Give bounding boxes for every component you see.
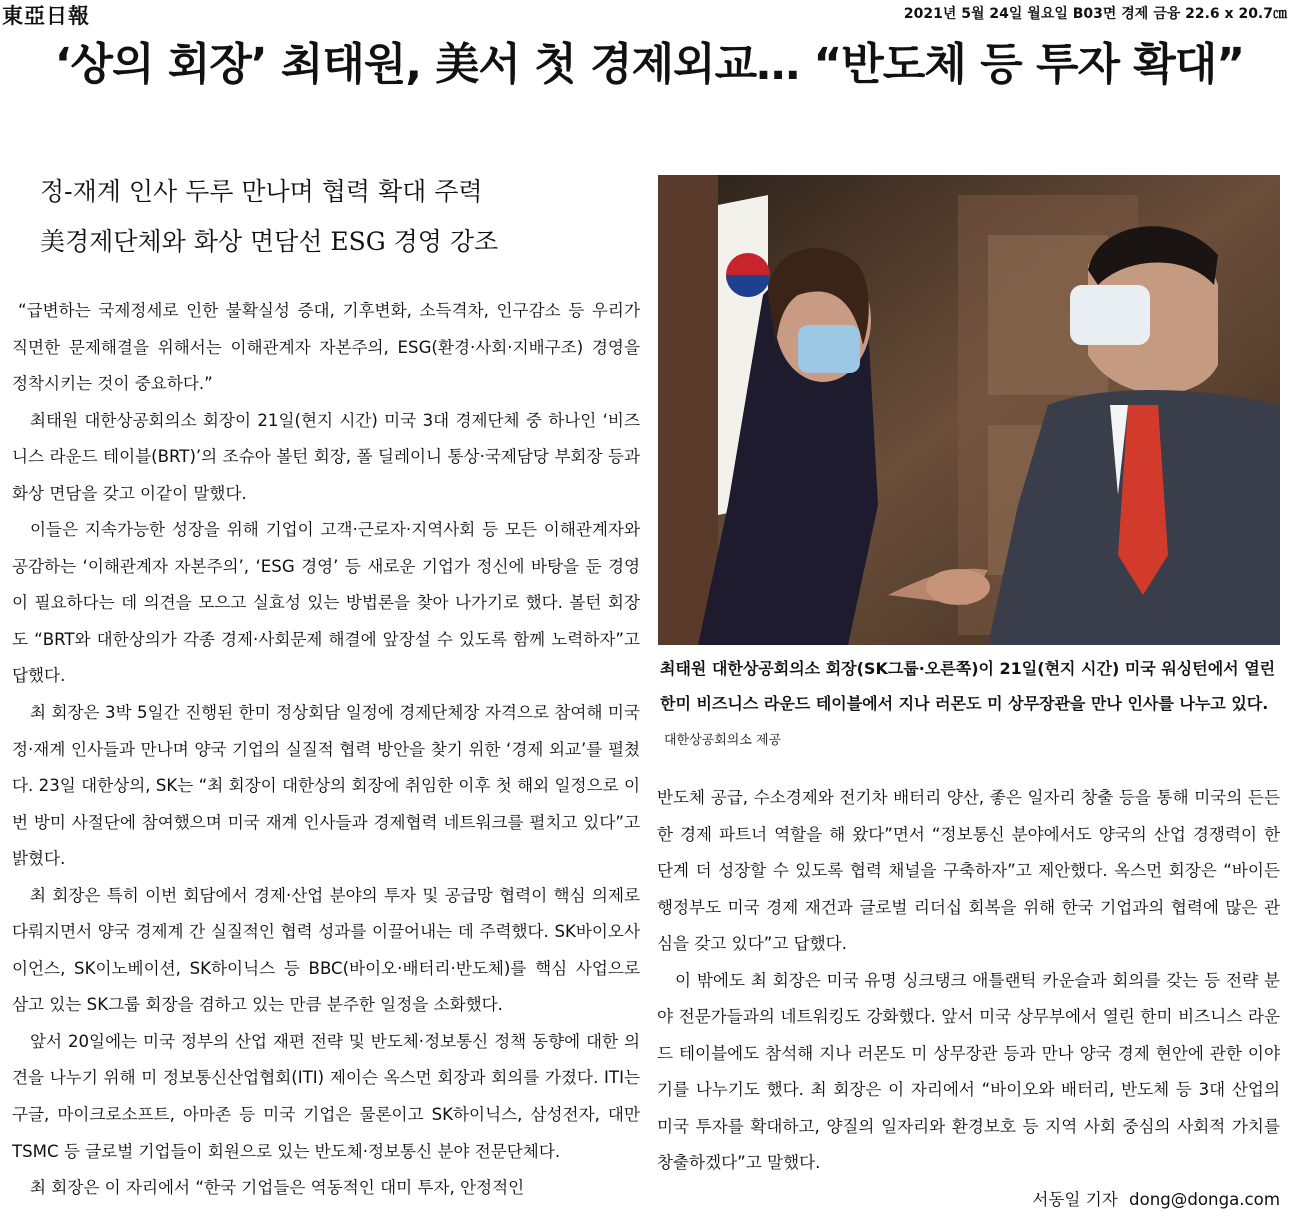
body-paragraph: 이들은 지속가능한 성장을 위해 기업이 고객·근로자·지역사회 등 모든 이해관계자와 공감하는 ‘이해관계자 자본주의’, ‘ESG 경영’ 등 새로운 기업가 정신에 바탕을 둔 경영이 필요하다는 데 의견을 모으고 실효성 있는 방법론을 찾아 나가기로 했다. 볼턴 회장도 “BRT와 대한상의가 각종 경제·사회문제 해결에 앞장설 수 있도록 함께 노력하자”고 답했다. xyxy=(12,520,640,686)
dateline: 2021년 5월 24일 월요일 B03면 경제 금융 22.6 x 20.7㎝ xyxy=(903,6,1287,22)
photo-credit: 대한상공회의소 제공 xyxy=(664,733,782,748)
article-photo xyxy=(658,175,1280,645)
reporter-name: 서동일 기자 xyxy=(1032,1190,1118,1210)
body-paragraph: “급변하는 국제정세로 인한 불확실성 증대, 기후변화, 소득격차, 인구감소 등 우리가 직면한 문제해결을 위해서는 이해관계자 자본주의, ESG(환경·사회·지배구조) 경영을 정착시키는 것이 중요하다.” xyxy=(12,301,640,394)
article-headline: ‘상의 회장’ 최태원, 美서 첫 경제외교… “반도체 등 투자 확대” xyxy=(54,39,1245,90)
byline xyxy=(657,1182,1280,1219)
body-paragraph: 이 밖에도 최 회장은 미국 유명 싱크탱크 애틀랜틱 카운슬과 회의를 갖는 등 전략 분야 전문가들과의 네트워킹도 강화했다. 앞서 미국 상무부에서 열린 한미 비즈니스 라운드 테이블에도 참석해 지나 러몬도 미 상무장관 등과 만나 양국 경제 현안에 관한 이야기를 나누기도 했다. 최 회장은 이 자리에서 “바이오와 배터리, 반도체 등 3대 산업의 미국 투자를 확대하고, 양질의 일자리와 환경보호 등 지역 사회 중심의 사회적 가치를 창출하겠다”고 말했다. xyxy=(657,970,1280,1173)
reporter-email[interactable]: dong@donga.com xyxy=(1129,1190,1280,1210)
photo-caption xyxy=(660,651,1284,758)
body-paragraph: 최 회장은 3박 5일간 진행된 한미 정상회담 일정에 경제단체장 자격으로 참여해 미국 정·재계 인사들과 만나며 양국 기업의 실질적 협력 방안을 찾기 위한 ‘경제 외교’를 펼쳤다. 23일 대한상의, SK는 “최 회장이 대한상의 회장에 취임한 이후 첫 해외 일정으로 이번 방미 사절단에 참여했으며 미국 재계 인사들과 경제협력 네트워크를 펼치고 있다”고 밝혔다. xyxy=(12,703,640,869)
subheadline-2: 美경제단체와 화상 면담선 ESG 경영 강조 xyxy=(40,227,499,256)
body-paragraph: 최태원 대한상공회의소 회장이 21일(현지 시간) 미국 3대 경제단체 중 하나인 ‘비즈니스 라운드 테이블(BRT)’의 조슈아 볼턴 회장, 폴 딜레이니 통상·국제담당 부회장 등과 화상 면담을 갖고 이같이 말했다. xyxy=(12,410,640,503)
body-paragraph: 최 회장은 이 자리에서 “한국 기업들은 역동적인 대미 투자, 안정적인 xyxy=(30,1178,525,1198)
body-paragraph: 최 회장은 특히 이번 회담에서 경제·산업 분야의 투자 및 공급망 협력이 핵심 의제로 다뤄지면서 양국 경제계 간 실질적인 협력 성과를 이끌어내는 데 주력했다. SK바이오사이언스, SK이노베이션, SK하이닉스 등 BBC(바이오·배터리·반도체)를 핵심 사업으로 삼고 있는 SK그룹 회장을 겸하고 있는 만큼 분주한 일정을 소화했다. xyxy=(12,885,640,1015)
caption-text: 최태원 대한상공회의소 회장(SK그룹·오른쪽)이 21일(현지 시간) 미국 워싱턴에서 열린 한미 비즈니스 라운드 테이블에서 지나 러몬도 미 상무장관을 만나 인사를 나누고 있다. xyxy=(660,659,1276,713)
left-column xyxy=(12,293,640,1207)
right-column xyxy=(657,780,1280,1219)
handshake-photo-illustration xyxy=(658,175,1280,645)
newspaper-masthead: 東亞日報 xyxy=(2,3,90,28)
subheadline-1: 정-재계 인사 두루 만나며 협력 확대 주력 xyxy=(40,177,483,206)
body-paragraph: 반도체 공급, 수소경제와 전기차 배터리 양산, 좋은 일자리 창출 등을 통해 미국의 든든한 경제 파트너 역할을 해 왔다”면서 “정보통신 분야에서도 양국의 산업 경쟁력이 한 단계 더 성장할 수 있도록 협력 채널을 구축하자”고 제안했다. 옥스먼 회장은 “바이든 행정부도 미국 경제 재건과 글로벌 리더십 회복을 위해 한국 기업과의 협력에 많은 관심을 갖고 있다”고 답했다. xyxy=(657,788,1280,954)
body-paragraph: 앞서 20일에는 미국 정부의 산업 재편 전략 및 반도체·정보통신 정책 동향에 대한 의견을 나누기 위해 미 정보통신산업협회(ITI) 제이슨 옥스먼 회장과 회의를 가졌다. ITI는 구글, 마이크로소프트, 아마존 등 미국 기업은 물론이고 SK하이닉스, 삼성전자, 대만 TSMC 등 글로벌 기업들이 회원으로 있는 반도체·정보통신 분야 전문단체다. xyxy=(12,1031,640,1161)
